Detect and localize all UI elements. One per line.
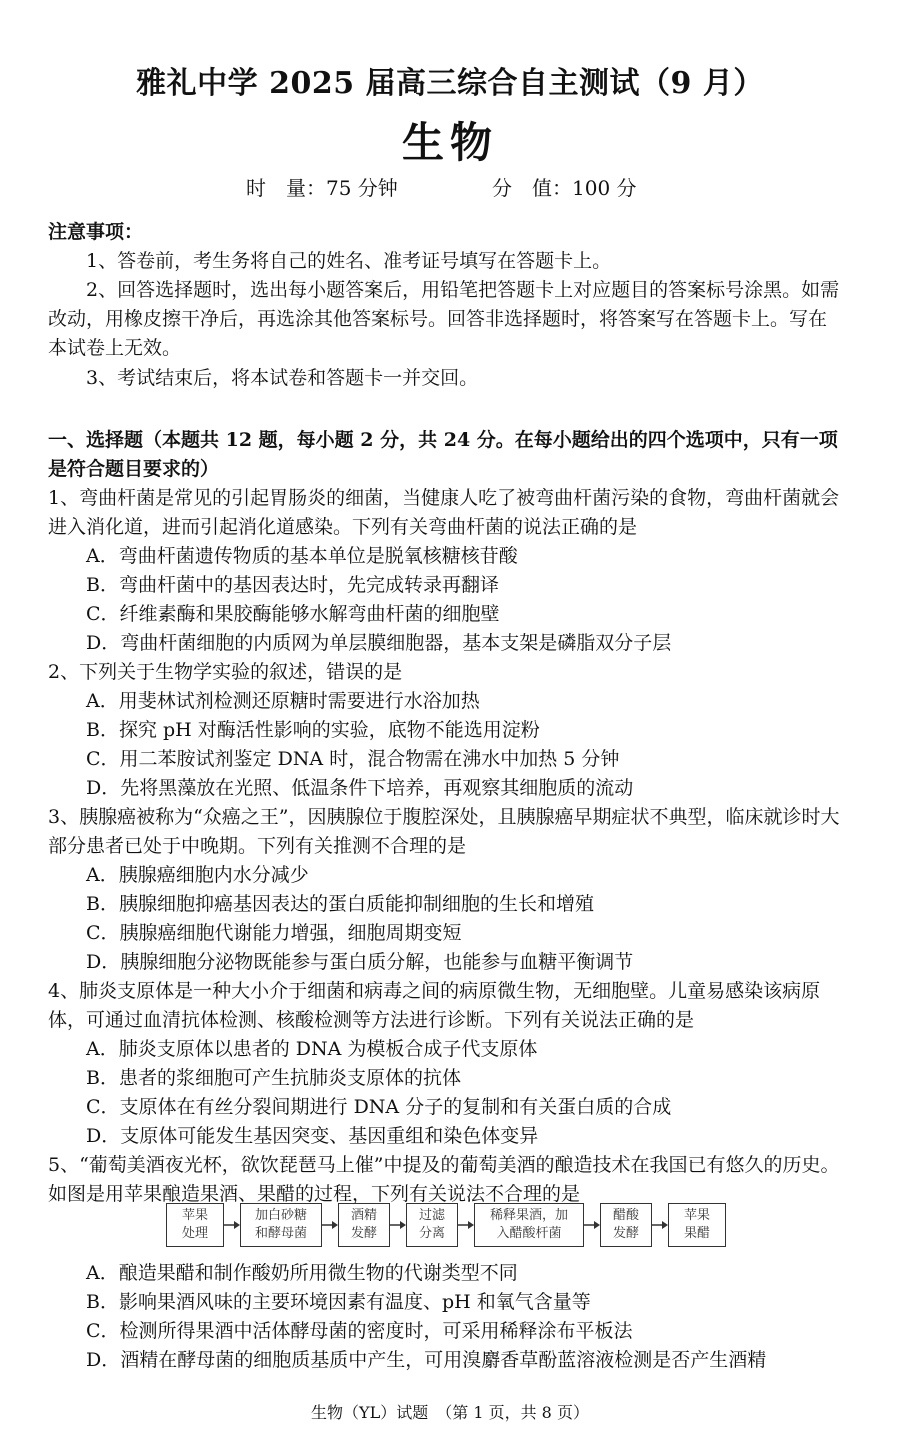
notice-item-2: 2、回答选择题时，选出每小题答案后，用铅笔把答题卡上对应题目的答案标号涂黑。如需改动，用橡皮擦干净后，再选涂其他答案标号。回答非选择题时，将答案写在答题卡上。写在本试卷上无效。 (48, 279, 840, 359)
option-d: D．酒精在酵母菌的细胞质基质中产生，可用溴麝香草酚蓝溶液检测是否产生酒精 (86, 1349, 767, 1371)
option-d: D．胰腺细胞分泌物既能参与蛋白质分解，也能参与血糖平衡调节 (86, 951, 634, 973)
notice-heading: 注意事项： (48, 221, 144, 243)
option-b: B．探究 pH 对酶活性影响的实验，底物不能选用淀粉 (86, 719, 540, 741)
option-a: A．弯曲杆菌遗传物质的基本单位是脱氧核糖核苷酸 (86, 545, 518, 567)
option-d: D．弯曲杆菌细胞的内质网为单层膜细胞器，基本支架是磷脂双分子层 (86, 632, 672, 654)
option-c: C．纤维素酶和果胶酶能够水解弯曲杆菌的细胞壁 (86, 603, 500, 625)
option-c: C．支原体在有丝分裂间期进行 DNA 分子的复制和有关蛋白质的合成 (86, 1096, 672, 1118)
question-stem: 2、下列关于生物学实验的叙述，错误的是 (48, 661, 403, 683)
option-b: B．影响果酒风味的主要环境因素有温度、pH 和氧气含量等 (86, 1291, 591, 1313)
option-a: A．酿造果醋和制作酸奶所用微生物的代谢类型不同 (86, 1262, 518, 1284)
arrow-icon (584, 1219, 600, 1231)
question-stem: 5、“葡萄美酒夜光杯，欲饮琵琶马上催”中提及的葡萄美酒的酿造技术在我国已有悠久的历史。如图是用苹果酿造果酒、果醋的过程，下列有关说法不合理的是 (48, 1154, 840, 1205)
process-flow-diagram (166, 1203, 728, 1249)
option-c: C．胰腺癌细胞代谢能力增强，细胞周期变短 (86, 922, 462, 944)
arrow-icon (390, 1219, 406, 1231)
flow-step: 醋酸 发酵 (600, 1203, 652, 1247)
option-b: B．胰腺细胞抑癌基因表达的蛋白质能抑制细胞的生长和增殖 (86, 893, 594, 915)
flow-step: 苹果 处理 (166, 1203, 224, 1247)
option-c: C．用二苯胺试剂鉴定 DNA 时，混合物需在沸水中加热 5 分钟 (86, 748, 620, 770)
question-stem: 4、肺炎支原体是一种大小介于细菌和病毒之间的病原微生物，无细胞壁。儿童易感染该病原体，可通过血清抗体检测、核酸检测等方法进行诊断。下列有关说法正确的是 (48, 980, 821, 1031)
option-d: D．支原体可能发生基因突变、基因重组和染色体变异 (86, 1125, 539, 1147)
flow-step: 苹果 果醋 (668, 1203, 726, 1247)
exam-score: 分 值：100 分 (492, 176, 637, 200)
exam-time: 时 量：75 分钟 (246, 176, 398, 200)
flow-step: 加白砂糖 和酵母菌 (240, 1203, 322, 1247)
exam-title: 雅礼中学 2025 届高三综合自主测试（9 月） (136, 66, 764, 101)
option-a: A．肺炎支原体以患者的 DNA 为模板合成子代支原体 (86, 1038, 538, 1060)
flow-step: 过滤 分离 (406, 1203, 458, 1247)
flow-step: 酒精 发酵 (338, 1203, 390, 1247)
arrow-icon (224, 1219, 240, 1231)
notice-item-3: 3、考试结束后，将本试卷和答题卡一并交回。 (86, 367, 479, 389)
option-d: D．先将黑藻放在光照、低温条件下培养，再观察其细胞质的流动 (86, 777, 634, 799)
option-a: A．胰腺癌细胞内水分减少 (86, 864, 309, 886)
flow-step: 稀释果酒，加 入醋酸杆菌 (474, 1203, 584, 1247)
section-heading: 一、选择题（本题共 12 题，每小题 2 分，共 24 分。在每小题给出的四个选项中，只有一项是符合题目要求的） (48, 429, 838, 480)
subject-title: 生物 (401, 118, 498, 167)
page-footer: 生物（YL）试题 （第 1 页，共 8 页） (311, 1403, 589, 1422)
option-a: A．用斐林试剂检测还原糖时需要进行水浴加热 (86, 690, 480, 712)
option-b: B．患者的浆细胞可产生抗肺炎支原体的抗体 (86, 1067, 461, 1089)
arrow-icon (652, 1219, 668, 1231)
option-c: C．检测所得果酒中活体酵母菌的密度时，可采用稀释涂布平板法 (86, 1320, 633, 1342)
arrow-icon (322, 1219, 338, 1231)
notice-item-1: 1、答卷前，考生务将自己的姓名、准考证号填写在答题卡上。 (86, 250, 612, 272)
option-b: B．弯曲杆菌中的基因表达时，先完成转录再翻译 (86, 574, 499, 596)
question-stem: 1、弯曲杆菌是常见的引起胃肠炎的细菌，当健康人吃了被弯曲杆菌污染的食物，弯曲杆菌就会进入消化道，进而引起消化道感染。下列有关弯曲杆菌的说法正确的是 (48, 487, 840, 538)
arrow-icon (458, 1219, 474, 1231)
question-stem: 3、胰腺癌被称为“众癌之王”，因胰腺位于腹腔深处，且胰腺癌早期症状不典型，临床就诊时大部分患者已处于中晚期。下列有关推测不合理的是 (48, 806, 840, 857)
